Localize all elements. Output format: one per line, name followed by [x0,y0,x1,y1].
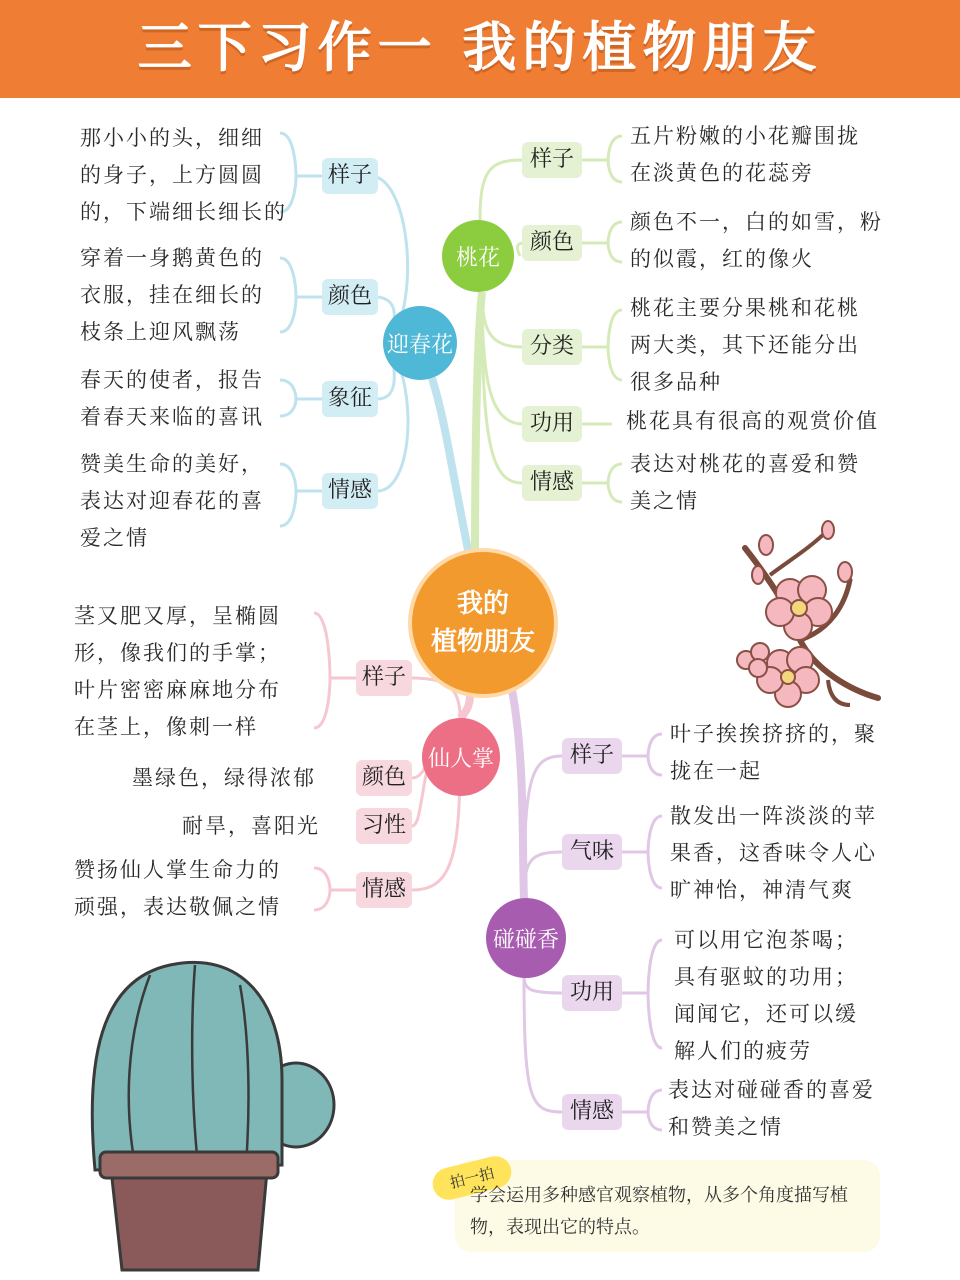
center-line-1: 我的 [456,589,509,619]
pengpengxiang-text-emotion: 表达对碰碰香的喜爱 和赞美之情 [668,1078,875,1139]
pengpengxiang-tag-emotion: 情感 [562,1094,622,1130]
center-node [408,548,558,698]
taohua-tag-category: 分类 [522,329,582,365]
taohua-tag-color: 颜色 [522,225,582,261]
tip-badge: 拍一拍 [429,1153,514,1203]
taohua-text-emotion: 表达对桃花的喜爱和赞 美之情 [630,452,860,513]
yingchunhua-tag-symbol: 象征 [322,381,378,417]
pengpengxiang-tag-use: 功用 [562,975,622,1011]
yingchunhua-text-symbol: 春天的使者，报告 着春天来临的喜讯 [80,368,264,429]
page-title: 三下习作一 我的植物朋友 [137,16,823,79]
connector-pengpengxiang [512,690,524,900]
xianrenzhang-tag-emotion: 情感 [356,872,412,908]
taohua-text-appearance: 五片粉嫩的小花瓣围拢 在淡黄色的花蕊旁 [630,124,860,185]
taohua-tag-appearance: 样子 [522,142,582,178]
pengpengxiang-tag-smell: 气味 [562,834,622,870]
xianrenzhang-text-habit: 耐旱，喜阳光 [182,814,320,838]
connector-xianrenzhang [460,695,470,718]
taohua-tag-emotion: 情感 [522,465,582,501]
taohua-text-color: 颜色不一，白的如雪，粉 的似霞，红的像火 [630,210,883,271]
pengpengxiang-text-appearance: 叶子挨挨挤挤的，聚 拢在一起 [670,722,877,783]
taohua-text-category: 桃花主要分果桃和花桃 两大类，其下还能分出 很多品种 [630,296,860,394]
peach-blossom-illustration [737,521,878,707]
branch-taohua: 桃花 [442,220,514,292]
xianrenzhang-text-color: 墨绿色，绿得浓郁 [132,766,316,790]
yingchunhua-tag-color: 颜色 [322,279,378,315]
pengpengxiang-text-smell: 散发出一阵淡淡的苹 果香，这香味令人心 旷神怡，神清气爽 [670,804,877,902]
xianrenzhang-tag-appearance: 样子 [356,660,412,696]
center-line-2: 植物朋友 [430,627,535,657]
pengpengxiang-text-use: 可以用它泡茶喝； 具有驱蚊的功用； 闻闻它，还可以缓 解人们的疲劳 [674,928,858,1063]
connector-yingchunhua [432,378,470,560]
xianrenzhang-tag-habit: 习性 [356,808,412,844]
pengpengxiang-tag-appearance: 样子 [562,738,622,774]
taohua-text-use: 桃花具有很高的观赏价值 [626,409,879,433]
yingchunhua-tag-emotion: 情感 [322,473,378,509]
yingchunhua-text-emotion: 赞美生命的美好， 表达对迎春花的喜 爱之情 [80,452,264,550]
xianrenzhang-text-appearance: 茎又肥又厚，呈椭圆 形，像我们的手掌； 叶片密密麻麻地分布 在茎上，像刺一样 [74,604,281,739]
branch-pengpengxiang: 碰碰香 [486,898,566,978]
branch-yingchunhua: 迎春花 [383,306,457,380]
taohua-tag-use: 功用 [522,406,582,442]
xianrenzhang-text-emotion: 赞扬仙人掌生命力的 顽强，表达敬佩之情 [74,858,281,919]
xianrenzhang-tag-color: 颜色 [356,760,412,796]
yingchunhua-text-color: 穿着一身鹅黄色的 衣服，挂在细长的 枝条上迎风飘荡 [80,246,264,344]
cactus-illustration [92,962,334,1270]
yingchunhua-tag-appearance: 样子 [322,158,378,194]
branch-xianrenzhang: 仙人掌 [422,718,500,796]
tip-text: 学会运用多种感官观察植物，从多个角度描写植物，表现出它的特点。 [470,1185,848,1238]
yingchunhua-text-appearance: 那小小的头，细细 的身子，上方圆圆 的，下端细长细长的 [80,126,287,224]
